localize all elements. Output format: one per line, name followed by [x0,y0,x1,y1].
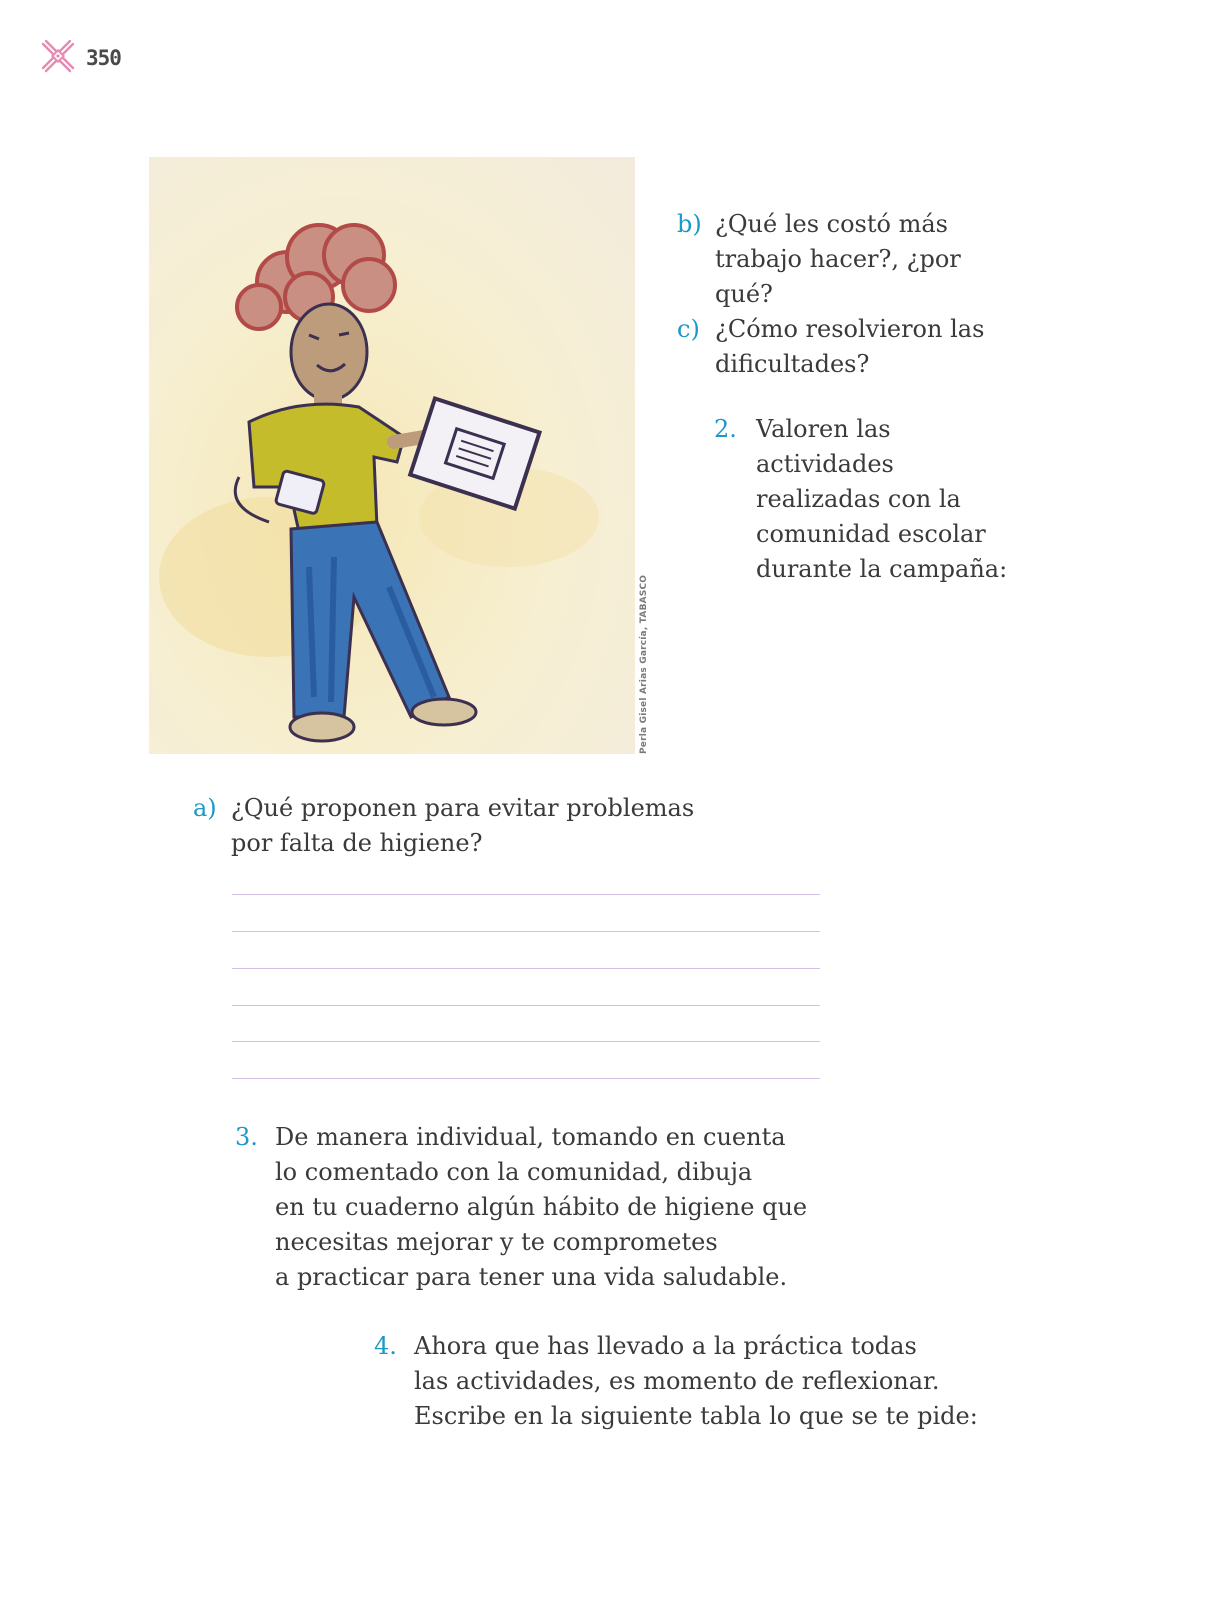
answer-line[interactable] [232,1041,820,1042]
activity-2-number: 2. [714,415,737,443]
activity-4-line: Escribe en la siguiente tabla lo que se te pide: [414,1402,978,1430]
activity-2-line: realizadas con la [756,485,961,513]
activity-4-number: 4. [374,1332,397,1360]
question-b-marker: b) [677,210,702,238]
activity-2-line: comunidad escolar [756,520,986,548]
activity-3-line: a practicar para tener una vida saludable. [275,1263,788,1291]
activity-3-line: en tu cuaderno algún hábito de higiene que [275,1193,808,1221]
question-a-marker: a) [193,794,217,822]
ornament-icon [40,38,76,78]
activity-2-line: actividades [756,450,894,478]
page-header [40,38,121,78]
question-b-line: ¿Qué les costó más [715,210,948,238]
question-b-line: qué? [715,280,773,308]
question-c-line: dificultades? [715,350,870,378]
activity-4-line: Ahora que has llevado a la práctica todas [414,1332,917,1360]
answer-line[interactable] [232,894,820,895]
answer-line[interactable] [232,968,820,969]
activity-2-line: durante la campaña: [756,555,1008,583]
question-a-line: ¿Qué proponen para evitar problemas [231,794,695,822]
activity-2-line: Valoren las [756,415,891,443]
question-a-line: por falta de higiene? [231,829,483,857]
child-drawing-illustration [149,157,635,754]
activity-3-line: De manera individual, tomando en cuenta [275,1123,786,1151]
question-c-marker: c) [677,315,700,343]
question-b-line: trabajo hacer?, ¿por [715,245,961,273]
answer-line[interactable] [232,931,820,932]
answer-line[interactable] [232,1078,820,1079]
question-c-line: ¿Cómo resolvieron las [715,315,985,343]
activity-4-line: las actividades, es momento de reflexionar. [414,1367,940,1395]
activity-3-line: lo comentado con la comunidad, dibuja [275,1158,753,1186]
illustration-credit: Perla Gisel Arias García, TABASCO [639,574,649,754]
activity-3-number: 3. [235,1123,258,1151]
answer-line[interactable] [232,1005,820,1006]
page-number: 350 [86,46,121,70]
activity-3-line: necesitas mejorar y te comprometes [275,1228,718,1256]
